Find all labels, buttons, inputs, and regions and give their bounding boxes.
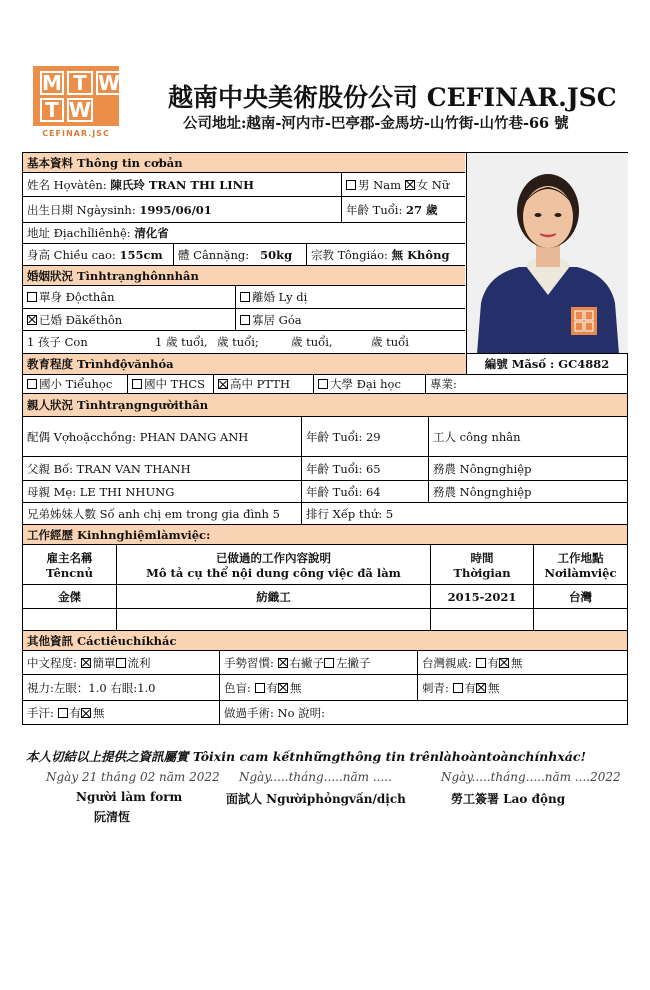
- right-hand-checkbox[interactable]: [278, 658, 288, 668]
- mother-job: 務農 Nôngnghiệp: [428, 481, 627, 502]
- logo-letter: M: [42, 71, 62, 95]
- male-label: 男 Nam: [358, 177, 401, 192]
- child-age: 1 歲 tuổi,: [155, 335, 208, 349]
- child-age: 歲 tuổi,: [291, 335, 333, 349]
- chinese-simple-checkbox[interactable]: [81, 658, 91, 668]
- work-header-row: [23, 545, 627, 585]
- time-header-vn: Thờigian: [453, 565, 511, 580]
- children-row: [23, 331, 465, 354]
- no-label: 無: [488, 680, 500, 695]
- mother-age: 年齡 Tuổi: 64: [301, 481, 428, 502]
- married-label: 已婚 Đãkếthôn: [39, 312, 123, 327]
- employer-header-vn: Têncnủ: [46, 565, 93, 580]
- work-row: [23, 585, 627, 609]
- sweat-no-checkbox[interactable]: [81, 708, 91, 718]
- primary-label: 國小 Tiểuhọc: [39, 377, 113, 391]
- sign-applicant: Người làm form: [76, 790, 183, 804]
- section-title: 基本資料 Thông tin cơbản: [27, 155, 183, 170]
- section-title: 工作經歷 Kinhnghiệmlàmviệc:: [27, 527, 211, 542]
- marriage-row-2: [23, 309, 465, 331]
- section-title: 親人狀況 Tìnhtrạngngườithân: [27, 398, 209, 412]
- chinese-simple-label: 簡單: [92, 655, 116, 670]
- name-row: [23, 173, 465, 197]
- high-checkbox[interactable]: [218, 379, 228, 389]
- taiwan-yes-checkbox[interactable]: [476, 658, 486, 668]
- siblings-row: [23, 503, 627, 525]
- female-checkbox[interactable]: [405, 180, 415, 190]
- work-employer: 金傑: [58, 589, 81, 604]
- height-value: 155cm: [119, 247, 163, 262]
- work-place: 台灣: [533, 585, 627, 608]
- left-hand-checkbox[interactable]: [324, 658, 334, 668]
- high-label: 高中 PTTH: [230, 377, 290, 391]
- other-row-3: [23, 701, 627, 725]
- code-number: 編號 Mãsố : GC4882: [466, 354, 627, 374]
- address-row: [23, 223, 465, 244]
- logo-letter: T: [67, 71, 93, 95]
- section-title: 婚姻狀況 Tìnhtrạnghônnhân: [27, 268, 199, 283]
- religion-label: 宗教 Tôngiáo:: [311, 247, 388, 262]
- pledge-text: 本人切結以上提供之資訊屬實 Tôixin cam kếtnhữngthông tin trênlàhoàntoànchínhxác!: [26, 749, 586, 764]
- middle-label: 國中 THCS: [144, 377, 206, 391]
- sweat-yes-checkbox[interactable]: [58, 708, 68, 718]
- place-header-vn: Nơilàmviệc: [544, 565, 617, 580]
- logo-letter: W: [68, 98, 91, 122]
- yes-label: 有: [69, 706, 82, 720]
- sign-worker: 勞工簽署 Lao động: [451, 792, 566, 806]
- right-hand-label: 右撇子: [289, 655, 325, 670]
- no-label: 無: [511, 655, 523, 670]
- date-applicant: Ngày 21 tháng 02 năm 2022: [46, 770, 220, 784]
- section-title: 其他資訊 Cáctiêuchíkhác: [27, 633, 177, 648]
- left-hand-label: 左撇子: [336, 655, 371, 670]
- birth-label: 出生日期 Ngàysinh:: [27, 202, 136, 217]
- religion-value: 無 Không: [391, 247, 450, 262]
- male-checkbox[interactable]: [346, 180, 356, 190]
- date-worker: Ngày.....tháng.....năm ....2022: [441, 770, 621, 784]
- signer-name: 阮清恆: [94, 810, 131, 824]
- section-marriage: [23, 266, 465, 286]
- siblings-count: 兄弟姊妹人數 Số anh chị em trong gia đình 5: [27, 506, 280, 521]
- children-label: 1 孩子 Con: [27, 335, 88, 349]
- no-label: 無: [93, 706, 105, 720]
- work-desc: [116, 609, 430, 630]
- sibling-rank: 排行 Xếp thứ: 5: [301, 503, 627, 524]
- married-checkbox[interactable]: [27, 315, 37, 325]
- time-header: 時間: [470, 550, 494, 565]
- weight-value: 50kg: [260, 247, 293, 262]
- colorblind-no-checkbox[interactable]: [278, 683, 288, 693]
- chinese-fluent-label: 流利: [127, 655, 151, 670]
- sweat-label: 手汗:: [27, 706, 54, 720]
- weight-label: 體 Cânnặng:: [178, 247, 250, 262]
- marriage-row-1: [23, 286, 465, 309]
- hand-label: 手勢習慣:: [224, 655, 274, 670]
- mother-row: [23, 481, 627, 503]
- work-time: 2015-2021: [430, 585, 533, 608]
- single-label: 單身 Độcthân: [39, 290, 115, 304]
- tattoo-no-checkbox[interactable]: [476, 683, 486, 693]
- other-row-2: [23, 675, 627, 701]
- desc-header: 已做過的工作內容說明: [216, 550, 331, 565]
- sign-interviewer: 面試人 Ngườiphỏngvấn/dịch: [226, 792, 406, 806]
- surgery-value: 做過手術: No 說明:: [219, 701, 627, 725]
- colorblind-yes-checkbox[interactable]: [255, 683, 265, 693]
- father-name: 父親 Bố: TRAN VAN THANH: [27, 461, 191, 476]
- tattoo-yes-checkbox[interactable]: [453, 683, 463, 693]
- logo-caption: CEFINAR.JSC: [42, 129, 110, 138]
- spouse-age: 年齡 Tuổi: 29: [301, 417, 428, 456]
- yes-label: 有: [266, 680, 279, 695]
- body-row: [23, 244, 465, 266]
- university-label: 大學 Đại học: [330, 377, 401, 391]
- colorblind-label: 色盲:: [224, 680, 251, 695]
- birth-value: 1995/06/01: [139, 202, 212, 217]
- logo-letter: W: [97, 71, 121, 95]
- date-interviewer: Ngày.....tháng.....năm .....: [239, 770, 392, 784]
- other-row-1: [23, 651, 627, 675]
- child-age: 歲 tuổi: [371, 335, 409, 349]
- tattoo-label: 刺青:: [422, 680, 449, 695]
- birth-row: [23, 197, 465, 223]
- age-value: 27 歲: [405, 202, 438, 217]
- middle-checkbox[interactable]: [132, 379, 142, 389]
- yes-label: 有: [487, 655, 500, 670]
- taiwan-relative-label: 台灣親戚:: [422, 655, 472, 670]
- female-label: 女 Nữ: [416, 177, 450, 192]
- no-label: 無: [290, 680, 302, 695]
- age-label: 年齡 Tuổi:: [346, 202, 403, 217]
- section-other: [23, 631, 627, 651]
- desc-header-vn: Mô tả cụ thể nội dung công việc đã làm: [146, 565, 401, 580]
- taiwan-no-checkbox[interactable]: [499, 658, 509, 668]
- single-checkbox[interactable]: [27, 292, 37, 302]
- divorced-label: 離婚 Ly dị: [252, 290, 308, 304]
- height-label: 身高 Chiều cao:: [27, 247, 116, 262]
- work-row: [23, 609, 627, 631]
- work-desc: 紡織工: [116, 585, 430, 608]
- employer-header: 雇主名稱: [46, 550, 93, 565]
- place-header: 工作地點: [557, 550, 604, 565]
- chinese-label: 中文程度:: [27, 655, 77, 670]
- section-work: [23, 525, 627, 545]
- section-family: [23, 394, 627, 417]
- spouse-row: [23, 417, 627, 457]
- education-row: [23, 375, 627, 394]
- divorced-checkbox[interactable]: [240, 292, 250, 302]
- spouse-name: 配偶 Vợhoặcchồng: PHAN DANG ANH: [27, 429, 249, 444]
- widowed-checkbox[interactable]: [240, 315, 250, 325]
- widowed-label: 寡居 Góa: [252, 312, 302, 327]
- work-place: [533, 609, 627, 630]
- spouse-job: 工人 công nhân: [428, 417, 627, 456]
- child-age: 歲 tuổi;: [217, 335, 259, 349]
- applicant-photo: [466, 153, 628, 354]
- company-name: 越南中央美術股份公司 CEFINAR.JSC: [168, 83, 617, 112]
- name-label: 姓名 Họvàtên:: [27, 177, 107, 192]
- company-address: 公司地址:越南-河内市-巴亭郡-金馬坊-山竹街-山竹巷-66 號: [183, 115, 569, 132]
- application-form: [22, 152, 628, 725]
- address-value: 清化省: [134, 226, 169, 240]
- father-row: [23, 457, 627, 481]
- primary-checkbox[interactable]: [27, 379, 37, 389]
- name-value: 陳氏玲 TRAN THI LINH: [110, 177, 255, 192]
- vision-value: 視力:左眼：1.0 右眼:1.0: [27, 680, 156, 695]
- father-age: 年齡 Tuổi: 65: [301, 457, 428, 480]
- university-checkbox[interactable]: [318, 379, 328, 389]
- father-job: 務農 Nôngnghiệp: [428, 457, 627, 480]
- work-employer: [23, 609, 116, 630]
- section-education: [23, 354, 627, 375]
- work-time: [430, 609, 533, 630]
- section-title: 教育程度 Trìnhđộvănhóa: [23, 354, 466, 374]
- mother-name: 母親 Mẹ: LE THI NHUNG: [27, 484, 175, 499]
- major-label: 專業:: [425, 375, 627, 393]
- logo-letter: [96, 98, 122, 122]
- address-label: 地址 Địachỉliênhệ:: [27, 226, 131, 240]
- portrait-image: [467, 153, 628, 354]
- chinese-fluent-checkbox[interactable]: [116, 658, 126, 668]
- company-logo: [33, 66, 119, 126]
- section-basic: [23, 153, 465, 173]
- yes-label: 有: [464, 680, 477, 695]
- logo-letter: T: [40, 98, 64, 122]
